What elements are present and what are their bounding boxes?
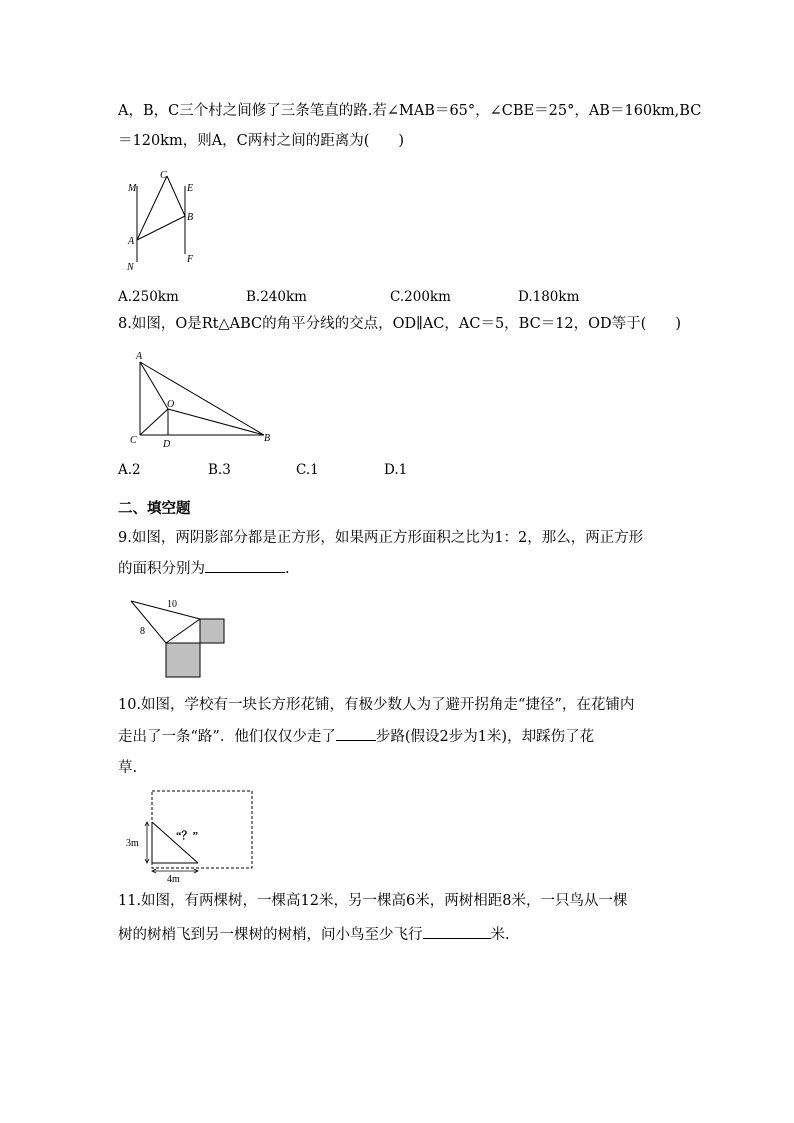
q8-option-c: C.1 xyxy=(296,462,319,478)
q10-answer-blank[interactable] xyxy=(336,726,376,741)
q7-line1: A，B，C三个村之间修了三条笔直的路.若∠MAB＝65°，∠CBE＝25°，AB＝160km,BC xyxy=(118,103,702,119)
q9-line2-before: 的面积分别为 xyxy=(118,561,205,577)
q10-line2-before: 走出了一条“路”．他们仅仅少走了 xyxy=(118,729,336,745)
q9-line2-after: . xyxy=(285,561,290,577)
q10-line1: 10.如图，学校有一块长方形花铺，有极少数人为了避开拐角走“捷径”，在花铺内 xyxy=(118,697,635,713)
q10-line3: 草. xyxy=(118,760,138,776)
q7-label-m: M xyxy=(128,183,137,194)
q8-option-b: B.3 xyxy=(208,462,231,478)
q7-label-f: F xyxy=(187,254,194,265)
q8-line1: 8.如图，O是Rt△ABC的角平分线的交点，OD∥AC，AC＝5，BC＝12，OD等于( ) xyxy=(118,316,681,332)
q7-option-b: B.240km xyxy=(246,289,307,305)
q11-line1: 11.如图，有两棵树，一棵高12米，另一棵高6米，两树相距8米，一只鸟从一棵 xyxy=(118,893,628,909)
q7-label-e: E xyxy=(187,183,194,194)
q8-label-o: O xyxy=(167,399,175,410)
q11-line2-before: 树的树梢飞到另一棵树的树梢，问小鸟至少飞行 xyxy=(118,927,423,943)
q8-option-d: D.1 xyxy=(384,462,408,478)
q7-line2: ＝120km，则A，C两村之间的距离为( ) xyxy=(118,133,405,149)
section-heading-fill-in: 二、填空题 xyxy=(118,501,191,517)
q9-line2 xyxy=(118,558,290,579)
q10-flowerbed xyxy=(152,791,252,868)
q7-label-n: N xyxy=(127,262,134,273)
q10-figure xyxy=(124,786,259,886)
q8-label-a: A xyxy=(136,351,143,362)
q8-label-c: C xyxy=(130,435,137,446)
q9-label-8: 8 xyxy=(140,626,145,637)
q8-option-a: A.2 xyxy=(118,462,141,478)
q9-answer-blank[interactable] xyxy=(205,558,285,573)
q9-large-square xyxy=(166,643,200,677)
q10-shortcut-path xyxy=(152,822,198,863)
q7-label-b: B xyxy=(187,212,194,223)
q9-figure xyxy=(128,598,228,682)
q11-line2-after: 米. xyxy=(490,927,510,943)
q8-figure xyxy=(126,348,276,448)
q10-width-label: 4m xyxy=(167,874,180,885)
q10-line2-after: 步路(假设2步为1米)，却踩伤了花 xyxy=(375,729,595,745)
q7-label-a: A xyxy=(128,236,135,247)
q10-road-label: “？” xyxy=(176,830,198,842)
q7-label-c: C xyxy=(160,170,167,181)
q10-line2 xyxy=(118,726,594,747)
q9-label-10: 10 xyxy=(167,599,177,610)
q11-answer-blank[interactable] xyxy=(423,924,491,939)
q9-small-square xyxy=(200,619,224,643)
q11-line2 xyxy=(118,924,510,945)
q8-label-d: D xyxy=(163,439,171,450)
q7-option-c: C.200km xyxy=(390,289,451,305)
q7-figure xyxy=(120,166,210,276)
q10-height-label: 3m xyxy=(126,838,139,849)
q9-line1: 9.如图，两阴影部分都是正方形，如果两正方形面积之比为1：2，那么，两正方形 xyxy=(118,530,644,546)
q7-option-a: A.250km xyxy=(118,289,179,305)
q8-label-b: B xyxy=(264,433,271,444)
q7-option-d: D.180km xyxy=(518,289,580,305)
